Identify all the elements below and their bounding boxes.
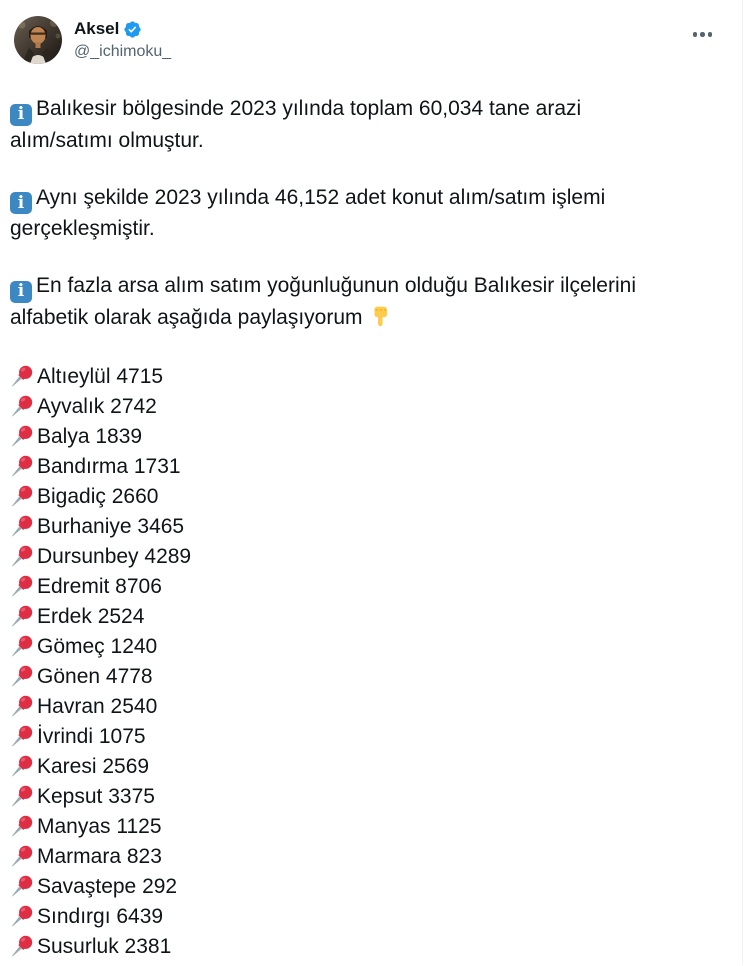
list-item — [10, 602, 712, 632]
list-item — [10, 662, 712, 692]
district-list — [10, 362, 712, 966]
post-paragraph — [10, 94, 670, 156]
pushpin-icon — [10, 423, 35, 448]
district-label: Kepsut 3375 — [37, 784, 155, 808]
district-label: Bigadiç 2660 — [37, 484, 159, 508]
paragraph-text: Aynı şekilde 2023 yılında 46,152 adet konut alım/satım işlemi gerçekleşmiştir. — [10, 185, 606, 240]
list-item — [10, 392, 712, 422]
list-item — [10, 422, 712, 452]
tweet-header — [0, 0, 742, 64]
district-label: Ayvalık 2742 — [37, 394, 157, 418]
district-label: Gönen 4778 — [37, 664, 153, 688]
list-item — [10, 692, 712, 722]
pushpin-icon — [10, 783, 35, 808]
author-name[interactable]: Aksel — [74, 19, 120, 38]
district-label: Altıeylül 4715 — [37, 364, 164, 388]
pushpin-icon — [10, 603, 35, 628]
author-handle[interactable]: @_ichimoku_ — [74, 43, 172, 60]
list-item — [10, 512, 712, 542]
list-item — [10, 572, 712, 602]
pushpin-icon — [10, 813, 35, 838]
pushpin-icon — [10, 363, 35, 388]
pushpin-icon — [10, 903, 35, 928]
pushpin-icon — [10, 843, 35, 868]
avatar[interactable] — [14, 16, 62, 64]
list-item — [10, 842, 712, 872]
list-item — [10, 812, 712, 842]
list-item — [10, 632, 712, 662]
pushpin-icon — [10, 543, 35, 568]
post-paragraph — [10, 271, 670, 333]
pushpin-icon — [10, 393, 35, 418]
pushpin-icon — [10, 573, 35, 598]
more-button[interactable] — [689, 28, 717, 41]
pushpin-icon — [10, 453, 35, 478]
info-icon: i — [10, 104, 32, 126]
pushpin-icon — [10, 513, 35, 538]
list-item — [10, 482, 712, 512]
district-label: Gömeç 1240 — [37, 634, 158, 658]
post-body — [0, 94, 742, 966]
list-item — [10, 362, 712, 392]
list-item — [10, 872, 712, 902]
pushpin-icon — [10, 873, 35, 898]
list-item — [10, 782, 712, 812]
author-block — [74, 16, 171, 62]
pointing-down-icon — [369, 306, 391, 328]
district-label: Savaştepe 292 — [37, 874, 178, 898]
pushpin-icon — [10, 693, 35, 718]
district-label: Dursunbey 4289 — [37, 544, 192, 568]
info-icon: i — [10, 281, 32, 303]
list-item — [10, 542, 712, 572]
list-item — [10, 932, 712, 962]
more-horizontal-icon — [693, 32, 698, 37]
verified-badge-icon — [123, 20, 142, 39]
pushpin-icon — [10, 663, 35, 688]
district-label: Marmara 823 — [37, 844, 162, 868]
list-item — [10, 722, 712, 752]
district-label: Bandırma 1731 — [37, 454, 181, 478]
district-label: Karesi 2569 — [37, 754, 150, 778]
district-label: Havran 2540 — [37, 694, 158, 718]
post-paragraph — [10, 183, 670, 245]
pushpin-icon — [10, 483, 35, 508]
list-item — [10, 752, 712, 782]
district-label: Balya 1839 — [37, 424, 143, 448]
district-label: Edremit 8706 — [37, 574, 162, 598]
district-label: Erdek 2524 — [37, 604, 145, 628]
district-label: Manyas 1125 — [37, 814, 162, 838]
list-item — [10, 452, 712, 482]
info-icon: i — [10, 192, 32, 214]
author-name-row — [74, 19, 171, 39]
pushpin-icon — [10, 633, 35, 658]
avatar-photo — [14, 16, 62, 64]
district-label: Susurluk 2381 — [37, 934, 172, 958]
pushpin-icon — [10, 933, 35, 958]
paragraph-text: En fazla arsa alım satım yoğunluğunun olduğu Balıkesir ilçelerini alfabetik olarak aşağıda paylaşıyorum — [10, 274, 636, 329]
district-label: Sındırgı 6439 — [37, 904, 164, 928]
pushpin-icon — [10, 753, 35, 778]
list-item — [10, 902, 712, 932]
district-label: Burhaniye 3465 — [37, 514, 185, 538]
district-label: İvrindi 1075 — [37, 724, 146, 748]
pushpin-icon — [10, 723, 35, 748]
paragraph-text: Balıkesir bölgesinde 2023 yılında toplam 60,034 tane arazi alım/satımı olmuştur. — [10, 97, 582, 152]
post-paragraphs — [10, 94, 712, 333]
